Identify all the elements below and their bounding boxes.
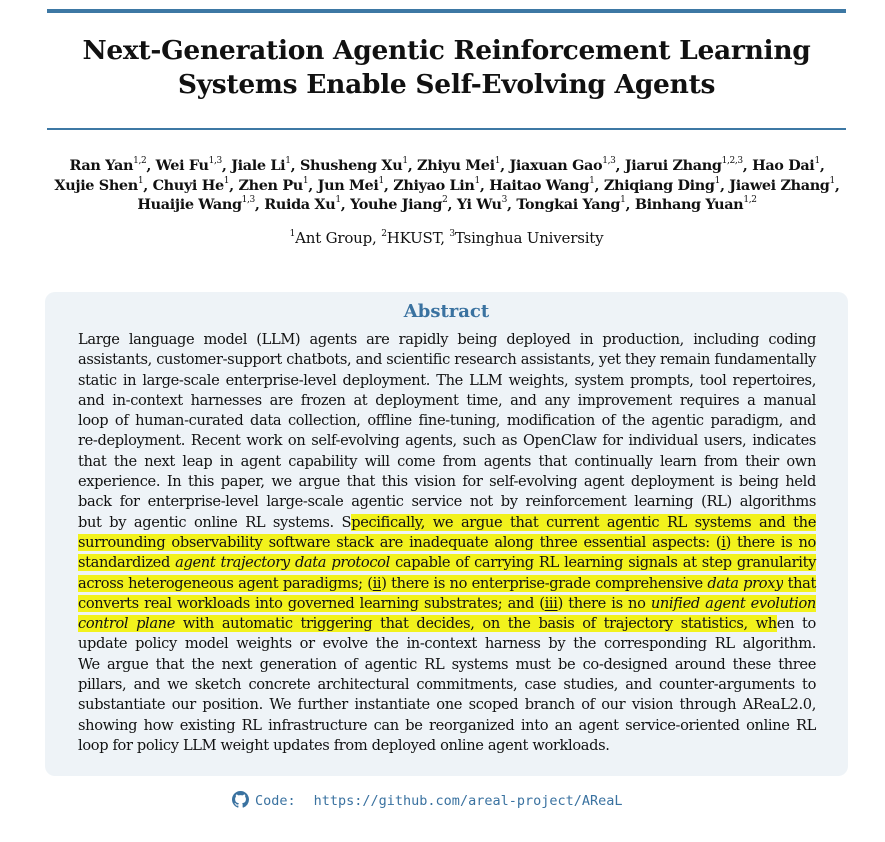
abstract-text-run: re-deployment. Recent work on self-evolving agents, such as OpenClaw for individual users, indicates (78, 432, 816, 450)
highlighted-text: i (721, 533, 726, 551)
author-name: Ran Yan$^{1,2}$ (69, 156, 147, 174)
abstract-line (78, 675, 816, 695)
author-name: Hao Dai$^1$ (752, 156, 820, 174)
author-name: Tongkai Yang$^1$ (516, 195, 626, 213)
author-line: Ran Yan$^{1,2}$, Wei Fu$^{1,3}$, Jiale Li$^1$, Shusheng Xu$^1$, Zhiyu Mei$^1$, Jiaxuan Gao$^{1,3}$, Jiarui Zhang$^{1,2,3}$, Hao Dai$^1$, (69, 156, 825, 174)
affiliation: $^1$Ant Group (289, 229, 373, 247)
abstract-line (78, 533, 816, 553)
highlighted-text: control plane (78, 615, 176, 633)
abstract-text (78, 330, 816, 756)
affiliation: $^3$Tsinghua University (449, 229, 604, 247)
author-affiliation-mark: 1 (402, 156, 408, 167)
abstract-line (78, 655, 816, 675)
author-name: Zhen Pu$^1$ (238, 175, 309, 194)
author-name: Yi Wu$^3$ (456, 195, 507, 213)
author-name: Jiawei Zhang$^1$ (729, 175, 835, 194)
highlighted-text: ) there is no enterprise-grade comprehensive (381, 574, 708, 592)
author-affiliation-mark: 1 (378, 175, 384, 186)
highlighted-text: with automatic triggering that decides, on the basis of trajectory statistics, wh (175, 615, 777, 633)
author-line: Xujie Shen$^1$, Chuyi He$^1$, Zhen Pu$^1$, Jun Mei$^1$, Zhiyao Lin$^1$, Haitao Wang$^1$, Zhiqiang Ding$^1$, Jiawei Zhang$^1$, (54, 175, 840, 194)
abstract-line (78, 431, 816, 451)
abstract-text-run: assistants, customer-support chatbots, and scientific research assistants, yet they remain fundamentally (78, 351, 817, 369)
abstract-text-run: experience. In this paper, we argue that this vision for self-evolving agent deployment is being held (78, 473, 816, 491)
title-line-2: Systems Enable Self-Evolving Agents (177, 69, 716, 100)
author-affiliation-mark: 1,3 (241, 195, 255, 206)
author-affiliation-mark: 1 (302, 175, 309, 186)
abstract-line (78, 391, 816, 411)
top-rule (47, 9, 846, 13)
title-rule (47, 128, 846, 130)
paper-title (47, 34, 846, 102)
author-affiliation-mark: 1 (137, 175, 144, 186)
abstract-text-run: Large language model (LLM) agents are rapidly being deployed in production, including coding (78, 331, 816, 348)
highlighted-text: agent trajectory data protocol (175, 554, 390, 572)
author-line: Huaijie Wang$^{1,3}$, Ruida Xu$^1$, Youhe Jiang$^2$, Yi Wu$^3$, Tongkai Yang$^1$, Binhang Yuan$^{1,2}$ (137, 195, 757, 213)
author-affiliation-mark: 2 (442, 195, 448, 206)
abstract-text-run: but by agentic online RL systems. S (78, 513, 352, 531)
highlighted-text: unified agent evolution (650, 594, 816, 612)
author-affiliation-mark: 1 (829, 175, 835, 186)
title-line-1: Next-Generation Agentic Reinforcement Learning (82, 35, 811, 66)
highlighted-text: pecifically, we argue that current agentic RL systems and the (351, 513, 816, 531)
author-affiliation-mark: 1 (714, 175, 720, 186)
affiliation-number: 2 (381, 229, 387, 239)
highlighted-text: capable of carrying RL learning signals at step granularity (389, 554, 816, 572)
author-affiliation-mark: 3 (501, 195, 507, 206)
author-name: Xujie Shen$^1$ (54, 175, 144, 194)
author-affiliation-mark: 1 (494, 156, 501, 167)
author-affiliation-mark: 1 (589, 175, 595, 186)
author-name: Zhiyu Mei$^1$ (417, 156, 501, 174)
abstract-line (78, 594, 816, 614)
author-affiliation-mark: 1 (814, 156, 820, 167)
author-affiliation-mark: 1 (620, 195, 626, 206)
highlighted-text: surrounding observability software stack are inadequate along three essential aspects: ( (78, 533, 722, 551)
author-list (30, 156, 864, 215)
abstract-line (78, 350, 816, 370)
highlighted-text: data proxy (707, 574, 783, 592)
abstract-text-run: substantiate our position. We further instantiate one scoped branch of our vision through AReaL2.0, (78, 696, 816, 714)
author-affiliation-mark: 1 (335, 195, 341, 206)
abstract-line (78, 574, 816, 594)
author-affiliation-mark: 1 (223, 175, 230, 186)
abstract-line (78, 553, 816, 573)
author-affiliation-mark: 1 (285, 156, 291, 167)
author-name: Jiaxuan Gao$^{1,3}$ (509, 156, 616, 174)
author-name: Haitao Wang$^1$ (489, 175, 595, 194)
author-name: Zhiyao Lin$^1$ (393, 175, 480, 194)
author-name: Huaijie Wang$^{1,3}$ (137, 195, 255, 213)
highlighted-text: ) there is no (725, 533, 816, 551)
affiliations: $^1$Ant Group, $^2$HKUST, $^3$Tsinghua University (289, 229, 604, 247)
author-name: Shusheng Xu$^1$ (299, 156, 408, 174)
abstract-line (78, 634, 816, 654)
code-label: Code: (255, 793, 296, 809)
author-affiliation-mark: 1 (474, 175, 480, 186)
highlighted-text: ) there is no (557, 594, 651, 612)
abstract-line (78, 736, 816, 756)
abstract-text-run: loop for policy LLM weight updates from deployed online agent workloads. (78, 736, 610, 754)
abstract-text-run: that the next leap in agent capability will come from agents that continually learn from their own (78, 452, 816, 470)
abstract-line (78, 330, 816, 350)
author-name: Chuyi He$^1$ (152, 175, 230, 194)
author-affiliation-mark: 1,3 (208, 156, 222, 167)
abstract-line (78, 716, 816, 736)
abstract-text-run: static in large-scale enterprise-level deployment. The LLM weights, system prompts, tool repertoires, (78, 371, 816, 389)
author-name: Jun Mei$^1$ (317, 175, 384, 194)
abstract-line (78, 452, 816, 472)
abstract-text-run: pillars, and we sketch concrete architectural commitments, case studies, and counter-arguments to (78, 676, 816, 694)
github-icon (232, 791, 249, 808)
author-name: Jiale Li$^1$ (231, 156, 291, 174)
abstract-line (78, 472, 816, 492)
code-link-row (232, 790, 623, 812)
abstract-line (78, 411, 816, 431)
abstract-heading: Abstract (403, 301, 490, 322)
author-name: Jiarui Zhang$^{1,2,3}$ (624, 156, 743, 174)
affiliation: $^2$HKUST (381, 229, 441, 247)
abstract-line (78, 371, 816, 391)
author-name: Wei Fu$^{1,3}$ (155, 156, 222, 174)
abstract-text-run: en to (776, 615, 816, 633)
abstract-text-run: back for enterprise-level large-scale agentic service not by reinforcement learning (RL) algorithms (78, 493, 816, 511)
highlighted-text: ii (372, 574, 382, 592)
abstract-line (78, 614, 816, 634)
author-name: Zhiqiang Ding$^1$ (603, 175, 720, 194)
author-affiliation-mark: 1,2,3 (721, 156, 743, 167)
highlighted-text: across heterogeneous agent paradigms; ( (78, 574, 373, 592)
abstract-text-run: showing how existing RL infrastructure can be reorganized into an agent service-oriented online RL (78, 716, 816, 734)
affiliation-number: 3 (449, 229, 455, 239)
author-name: Ruida Xu$^1$ (264, 195, 341, 213)
abstract-line (78, 513, 816, 533)
highlighted-text: standardized (78, 554, 176, 572)
author-affiliation-mark: 1,3 (602, 156, 616, 167)
highlighted-text: that (783, 574, 817, 592)
author-name: Binhang Yuan$^{1,2}$ (634, 195, 757, 213)
author-affiliation-mark: 1,2 (133, 156, 147, 167)
highlighted-text: converts real workloads into governed learning substrates; and ( (78, 594, 545, 612)
highlighted-text: iii (544, 594, 558, 612)
abstract-text-run: update policy model weights or evolve the in-context harness by the corresponding RL algorithm. (78, 635, 816, 653)
author-affiliation-mark: 1,2 (743, 195, 757, 206)
code-url-link[interactable]: https://github.com/areal-project/AReaL (313, 793, 623, 809)
abstract-text-run: and in-context harnesses are frozen at deployment time, and any improvement requires a manual (78, 391, 816, 409)
affiliation-number: 1 (289, 229, 296, 239)
abstract-text-run: We argue that the next generation of agentic RL systems must be co-designed around these three (78, 655, 816, 673)
abstract-line (78, 492, 816, 512)
author-name: Youhe Jiang$^2$ (350, 195, 448, 213)
abstract-text-run: loop of human-curated data collection, offline fine-tuning, modification of the agentic paradigm, and (78, 412, 816, 430)
abstract-line (78, 695, 816, 715)
